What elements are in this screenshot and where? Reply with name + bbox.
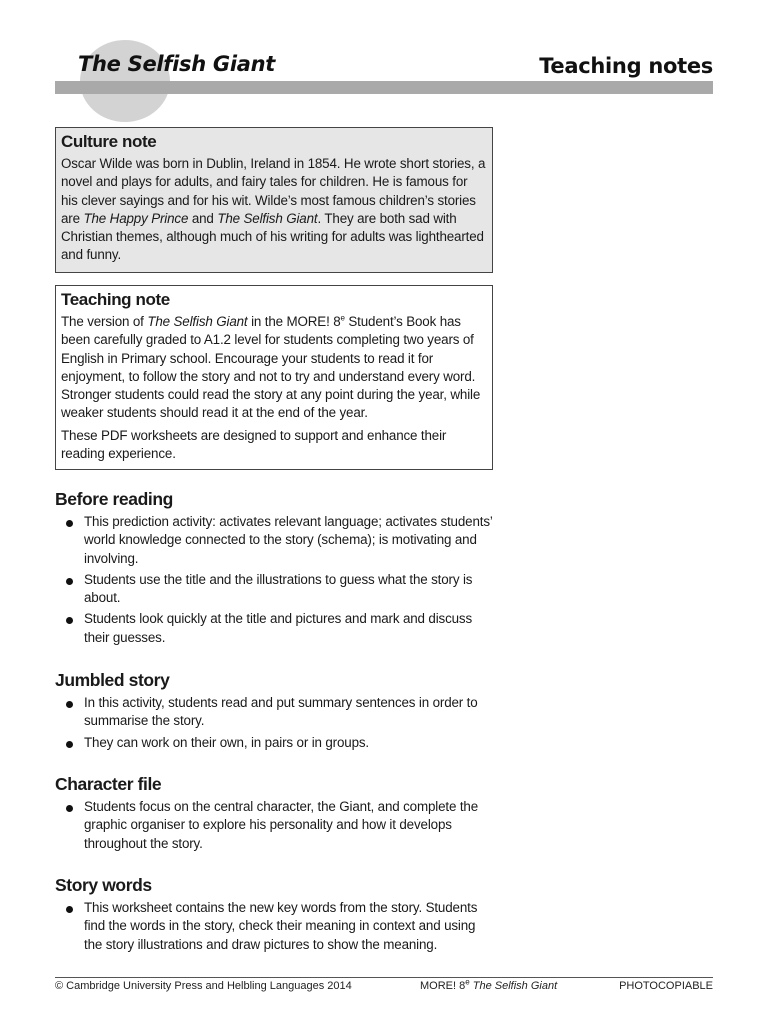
list-item: This worksheet contains the new key words from the story. Students find the words in the story, check their meaning in context and using the story illustrations and draw pictures to show the meaning. xyxy=(55,899,495,954)
list-item: They can work on their own, in pairs or in groups. xyxy=(55,734,495,752)
teaching-note-paragraph-2: These PDF worksheets are designed to support and enhance their reading experience. xyxy=(61,427,447,462)
teaching-note-paragraph-1: The version of The Selfish Giant in the MORE! 8e Student’s Book has been carefully graded to A1.2 level for students completing two years of English in Primary school. Encourage your students to read it for enjoyment, to follow the story and not to try and understand every word. Stronger students could read the story at any point during the year, while weaker students should read it at the end of the year. xyxy=(61,313,481,421)
footer-copyright: © Cambridge University Press and Helbling Languages 2014 xyxy=(55,980,352,992)
culture-note-heading: Culture note xyxy=(61,132,157,151)
culture-note-box xyxy=(55,127,493,273)
footer-rule xyxy=(55,977,713,978)
teaching-note-heading: Teaching note xyxy=(61,290,170,309)
section-label: Teaching notes xyxy=(539,54,713,78)
list-item: Students look quickly at the title and pictures and mark and discuss their guesses. xyxy=(55,610,495,647)
character-file-heading: Character file xyxy=(55,774,162,794)
document-title: The Selfish Giant xyxy=(78,52,275,76)
before-reading-heading: Before reading xyxy=(55,489,173,509)
jumbled-story-list xyxy=(55,694,495,752)
story-words-section xyxy=(55,874,495,957)
list-item: Students focus on the central character, the Giant, and complete the graphic organiser to explore his personality and how it develops throughout the story. xyxy=(55,798,495,853)
footer-book-reference: MORE! 8e The Selfish Giant xyxy=(420,977,558,992)
header-bar xyxy=(55,81,713,94)
story-words-heading: Story words xyxy=(55,875,152,895)
footer-photocopiable-label: PHOTOCOPIABLE xyxy=(619,980,713,992)
list-item: Students use the title and the illustrations to guess what the story is about. xyxy=(55,571,495,608)
story-words-list xyxy=(55,899,495,954)
before-reading-list xyxy=(55,513,495,647)
jumbled-story-section xyxy=(55,669,495,755)
teaching-note-box xyxy=(55,285,493,470)
culture-note-text: Oscar Wilde was born in Dublin, Ireland in 1854. He wrote short stories, a novel and plays for adults, and fairy tales for children. He is famous for his clever sayings and for his wit. Wilde’s most famous children’s stories are The Happy Prince and The Selfish Giant. They are both sad with Christian themes, although much of his writing for adults was lighthearted and funny. xyxy=(61,156,486,263)
character-file-section xyxy=(55,773,495,856)
list-item: In this activity, students read and put summary sentences in order to summarise the story. xyxy=(55,694,495,731)
list-item: This prediction activity: activates relevant language; activates students’ world knowledge connected to the story (schema); is motivating and involving. xyxy=(55,513,495,568)
before-reading-section xyxy=(55,488,495,650)
jumbled-story-heading: Jumbled story xyxy=(55,670,170,690)
character-file-list xyxy=(55,798,495,853)
